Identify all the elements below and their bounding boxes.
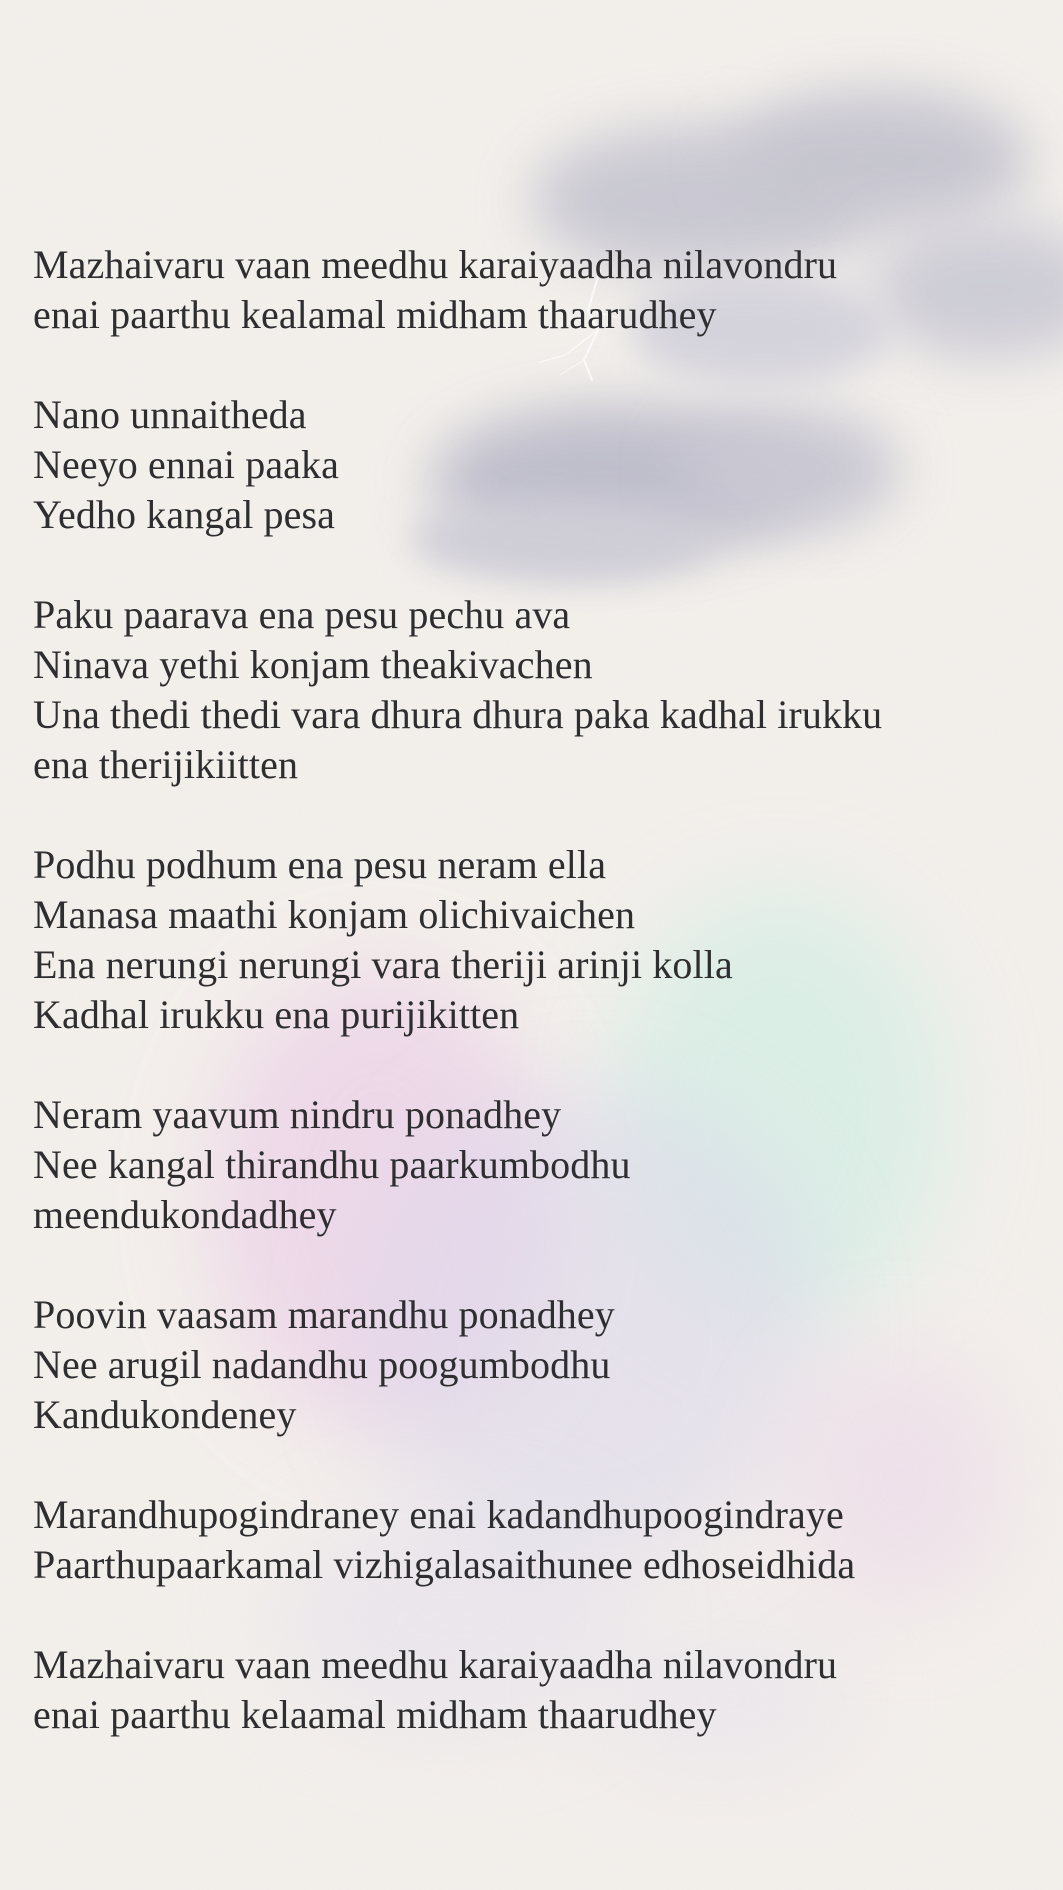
stanza [33,1490,1058,1590]
stanza [33,590,1058,790]
stanza [33,1640,1058,1740]
lyric-line: Ena nerungi nerungi vara theriji arinji kolla [33,942,733,987]
lyric-line: Nee arugil nadandhu poogumbodhu [33,1342,611,1387]
stanza [33,240,1058,340]
lyric-line: Poovin vaasam marandhu ponadhey [33,1292,615,1337]
lyric-line: Nano unnaitheda [33,392,307,437]
lyric-line: Neeyo ennai paaka [33,442,339,487]
lyric-line: Kadhal irukku ena purijikitten [33,992,520,1037]
stanza [33,390,1058,540]
lyric-line: Marandhupogindraney enai kadandhupoogindraye [33,1492,844,1537]
lyric-line: Paku paarava ena pesu pechu ava [33,592,571,637]
lyric-line: Ninava yethi konjam theakivachen [33,642,593,687]
lyric-line: Neram yaavum nindru ponadhey [33,1092,562,1137]
lyric-line: Mazhaivaru vaan meedhu karaiyaadha nilavondru [33,242,838,287]
stanza [33,1090,1058,1240]
stanza [33,840,1058,1040]
lyrics [33,240,1058,1790]
lyric-line: Nee kangal thirandhu paarkumbodhu [33,1142,631,1187]
lyric-line: meendukondadhey [33,1192,337,1237]
stanza [33,1290,1058,1440]
lyric-line: Paarthupaarkamal vizhigalasaithunee edhoseidhida [33,1542,856,1587]
lyric-line: Mazhaivaru vaan meedhu karaiyaadha nilavondru [33,1642,838,1687]
lyric-line: ena therijikiitten [33,742,299,787]
lyric-line: enai paarthu kealamal midham thaarudhey [33,292,717,337]
lyric-line: enai paarthu kelaamal midham thaarudhey [33,1692,717,1737]
lyric-line: Podhu podhum ena pesu neram ella [33,842,607,887]
lyric-line: Una thedi thedi vara dhura dhura paka kadhal irukku [33,692,883,737]
lyric-line: Manasa maathi konjam olichivaichen [33,892,636,937]
lyric-line: Yedho kangal pesa [33,492,336,537]
lyric-line: Kandukondeney [33,1392,297,1437]
